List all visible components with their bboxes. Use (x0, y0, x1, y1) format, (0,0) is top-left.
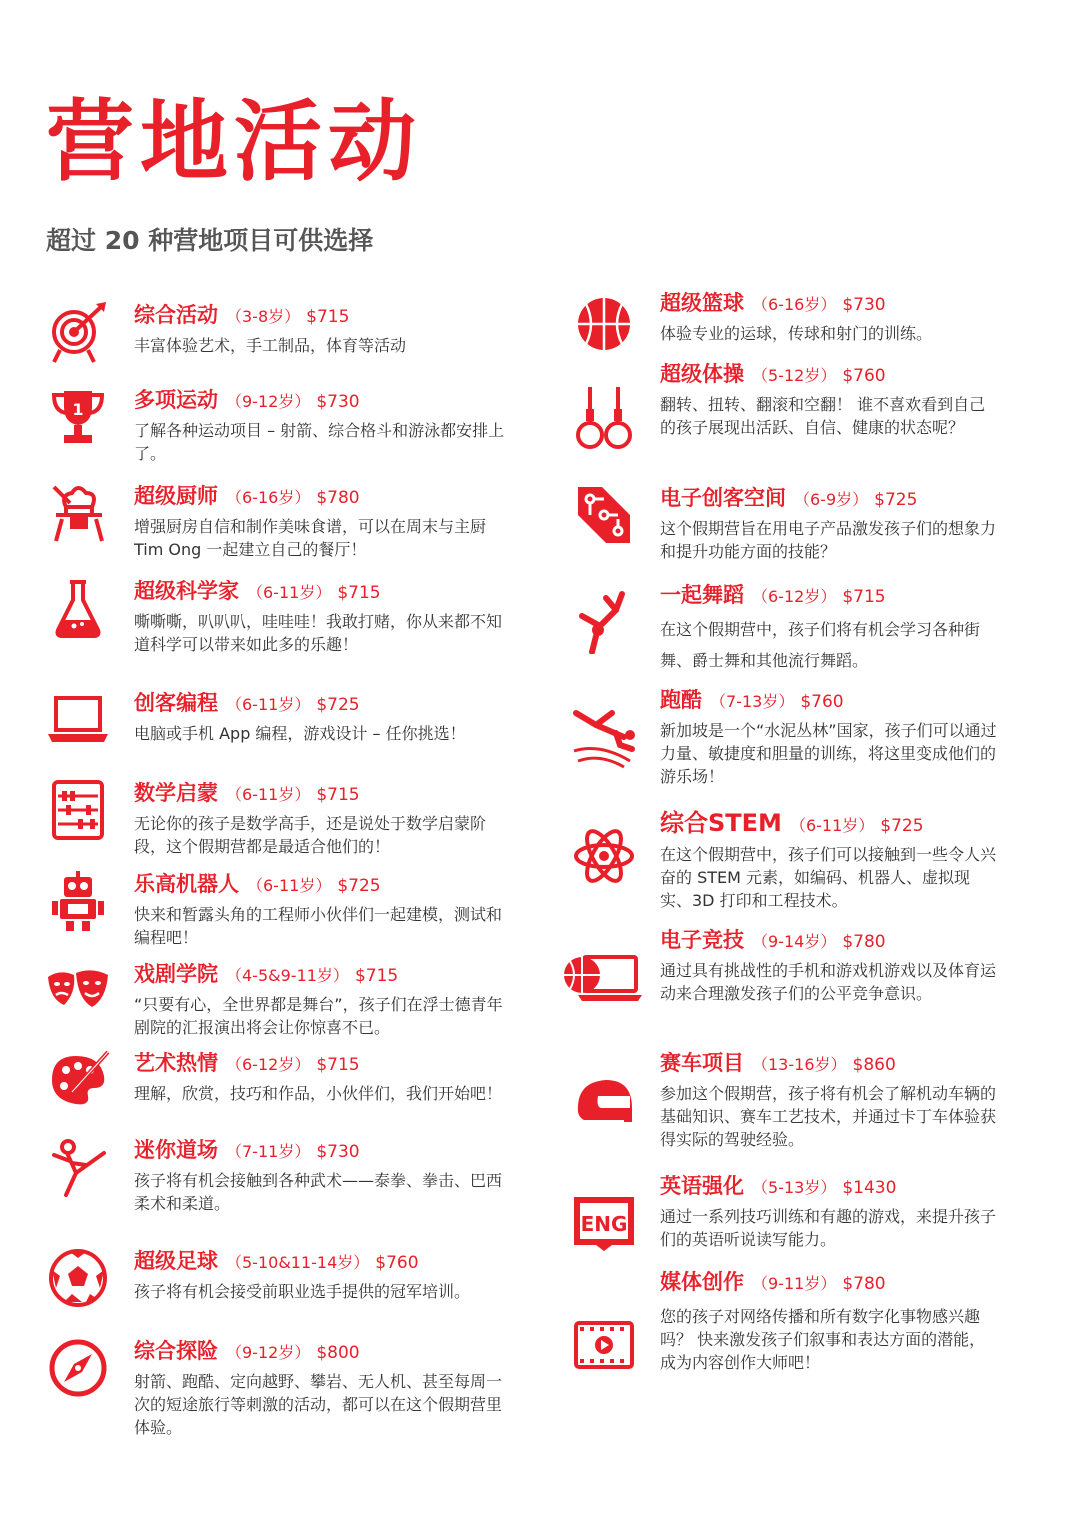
camp-age: （9-14岁） (752, 932, 837, 951)
camp-name: 超级篮球 (660, 291, 744, 315)
camp-name: 跑酷 (660, 688, 702, 712)
target-icon (46, 300, 110, 364)
camp-name: 超级足球 (134, 1249, 218, 1273)
camp-age: （9-11岁） (752, 1274, 837, 1293)
camp-age: （6-9岁） (794, 490, 869, 509)
camp-age: （9-12岁） (226, 1343, 311, 1362)
camp-age: （3-8岁） (226, 307, 301, 326)
camp-description: 在这个假期营中，孩子们可以接触到一些令人兴奋的 STEM 元素，如编码、机器人、虚拟现实、3D 打印和工程技术。 (660, 845, 997, 910)
camp-description: 电脑或手机 App 编程，游戏设计 – 任你挑选！ (134, 724, 466, 743)
parkour-icon (572, 705, 636, 769)
camp-description: 孩子将有机会接受前职业选手提供的冠军培训。 (134, 1282, 471, 1301)
camp-price: $715 (306, 307, 350, 327)
camp-price: $800 (316, 1343, 360, 1363)
esports-icon (560, 949, 644, 1013)
camp-name: 超级厨师 (134, 484, 218, 508)
camp-name: 一起舞蹈 (660, 583, 744, 607)
camp-price: $760 (375, 1253, 419, 1273)
martial-arts-icon (46, 1135, 110, 1199)
camp-name: 创客编程 (134, 691, 218, 715)
camp-price: $780 (842, 932, 886, 952)
svg-text:1: 1 (72, 400, 84, 419)
camp-name: 超级科学家 (134, 579, 239, 603)
trophy-icon (46, 385, 110, 449)
compass-icon (46, 1336, 110, 1400)
dancer-icon (572, 590, 636, 654)
camp-age: （6-12岁） (752, 587, 837, 606)
camp-name: 综合STEM (660, 809, 782, 837)
camp-age: （7-11岁） (226, 1142, 311, 1161)
camp-price: $715 (842, 587, 886, 607)
gymnastic-rings-icon (572, 387, 636, 451)
camp-price: $730 (842, 295, 886, 315)
camp-price: $725 (316, 695, 360, 715)
camp-price: $715 (316, 1055, 360, 1075)
camp-price: $725 (337, 876, 381, 896)
camp-description: 参加这个假期营，孩子将有机会了解机动车辆的基础知识、赛车工艺技术，并通过卡丁车体验获得实际的驾驶经验。 (660, 1084, 997, 1149)
page-subtitle: 超过 20 种营地项目可供选择 (46, 226, 374, 255)
camp-description: 您的孩子对网络传播和所有数字化事物感兴趣吗？ 快来激发孩子们叙事和表达方面的潜能，成为内容创作大师吧！ (660, 1307, 986, 1372)
camp-age: （6-11岁） (789, 816, 875, 835)
abacus-icon (46, 778, 110, 842)
english-book-icon (572, 1191, 636, 1255)
camp-age: （6-16岁） (752, 295, 837, 314)
camp-age: （6-11岁） (226, 785, 311, 804)
camp-description: 理解，欣赏，技巧和作品，小伙伴们，我们开始吧！ (134, 1084, 503, 1103)
camp-age: （6-12岁） (226, 1055, 311, 1074)
eng-label: ENG (580, 1212, 628, 1236)
camp-price: $860 (852, 1055, 896, 1075)
camp-name: 赛车项目 (660, 1051, 744, 1075)
chef-icon (46, 481, 110, 545)
camp-price: $725 (880, 816, 924, 836)
camp-name: 综合探险 (134, 1339, 218, 1363)
camp-description: 了解各种运动项目 – 射箭、综合格斗和游泳都安排上了。 (134, 421, 505, 463)
camp-price: $780 (316, 488, 360, 508)
camp-age: （5-10&11-14岁） (226, 1253, 370, 1272)
camp-description: 孩子将有机会接触到各种武术——泰拳、拳击、巴西柔术和柔道。 (134, 1171, 503, 1213)
racing-helmet-icon (572, 1072, 636, 1136)
camp-price: $725 (874, 490, 918, 510)
camp-name: 多项运动 (134, 388, 218, 412)
camp-price: $730 (316, 392, 360, 412)
camp-age: （5-12岁） (752, 366, 837, 385)
camp-age: （9-12岁） (226, 392, 311, 411)
camp-name: 电子创客空间 (660, 486, 786, 510)
camp-age: （7-13岁） (710, 692, 795, 711)
camp-name: 英语强化 (660, 1174, 744, 1198)
camp-name: 电子竞技 (660, 928, 744, 952)
video-icon (572, 1313, 636, 1377)
camp-name: 艺术热情 (134, 1051, 218, 1075)
flask-icon (46, 576, 110, 640)
camp-name: 数学启蒙 (134, 781, 218, 805)
camp-price: $760 (842, 366, 886, 386)
camp-age: （4-5&9-11岁） (226, 966, 349, 985)
camp-description: 翻转、扭转、翻滚和空翻！ 谁不喜欢看到自己的孩子展现出活跃、自信、健康的状态呢？ (660, 395, 986, 437)
page-title: 营地活动 (46, 90, 423, 193)
camp-name: 媒体创作 (660, 1270, 744, 1294)
camp-price: $780 (842, 1274, 886, 1294)
camp-name: 综合活动 (134, 303, 218, 327)
camp-age: （13-16岁） (752, 1055, 847, 1074)
camp-description: 新加坡是一个“水泥丛林”国家，孩子们可以通过力量、敏捷度和胆量的训练，将这里变成他们的游乐场！ (660, 721, 997, 786)
camp-description: 快来和暂露头角的工程师小伙伴们一起建模，测试和编程吧！ (134, 905, 503, 947)
camp-price: $730 (316, 1142, 360, 1162)
camp-age: （5-13岁） (752, 1178, 837, 1197)
camp-age: （6-16岁） (226, 488, 311, 507)
basketball-icon (572, 288, 636, 352)
camp-description: 通过一系列技巧训练和有趣的游戏，来提升孩子们的英语听说读写能力。 (660, 1207, 997, 1249)
palette-icon (46, 1048, 110, 1112)
camp-description: 增强厨房自信和制作美味食谱，可以在周末与主厨 Tim Ong 一起建立自己的餐厅！ (134, 517, 487, 559)
camp-description: 通过具有挑战性的手机和游戏机游戏以及体育运动来合理激发孩子们的公平竞争意识。 (660, 961, 997, 1003)
camp-price: $715 (337, 583, 381, 603)
camp-description: 射箭、跑酷、定向越野、攀岩、无人机、甚至每周一次的短途旅行等刺激的活动，都可以在这个假期营里体验。 (134, 1372, 503, 1437)
camp-description: “只要有心，全世界都是舞台”，孩子们在浮士德青年剧院的汇报演出将会让你惊喜不已。 (134, 995, 503, 1037)
robot-icon (46, 869, 110, 933)
camp-age: （6-11岁） (247, 583, 332, 602)
circuit-icon (572, 483, 636, 547)
camp-price: $1430 (842, 1178, 897, 1198)
camp-price: $715 (316, 785, 360, 805)
camp-name: 乐高机器人 (134, 872, 239, 896)
camp-description: 丰富体验艺术，手工制品，体育等活动 (134, 336, 407, 355)
camp-price: $760 (800, 692, 844, 712)
camp-name: 超级体操 (660, 362, 744, 386)
camp-description: 无论你的孩子是数学高手，还是说处于数学启蒙阶段，这个假期营都是最适合他们的！ (134, 814, 487, 856)
laptop-icon (46, 688, 110, 752)
atom-icon (572, 824, 636, 888)
camp-age: （6-11岁） (226, 695, 311, 714)
soccer-ball-icon (46, 1246, 110, 1310)
camp-description: 嘶嘶嘶，叭叭叭，哇哇哇！我敢打赌，你从来都不知道科学可以带来如此多的乐趣！ (134, 612, 503, 654)
camp-name: 戏剧学院 (134, 962, 218, 986)
camp-description: 在这个假期营中，孩子们将有机会学习各种街舞、爵士舞和其他流行舞蹈。 (660, 620, 981, 670)
camp-description: 体验专业的运球，传球和射门的训练。 (660, 324, 933, 343)
camp-age: （6-11岁） (247, 876, 332, 895)
camp-price: $715 (354, 966, 399, 986)
theater-masks-icon (46, 959, 110, 1023)
camp-description: 这个假期营旨在用电子产品激发孩子们的想象力和提升功能方面的技能？ (660, 519, 997, 561)
camp-name: 迷你道场 (134, 1138, 218, 1162)
